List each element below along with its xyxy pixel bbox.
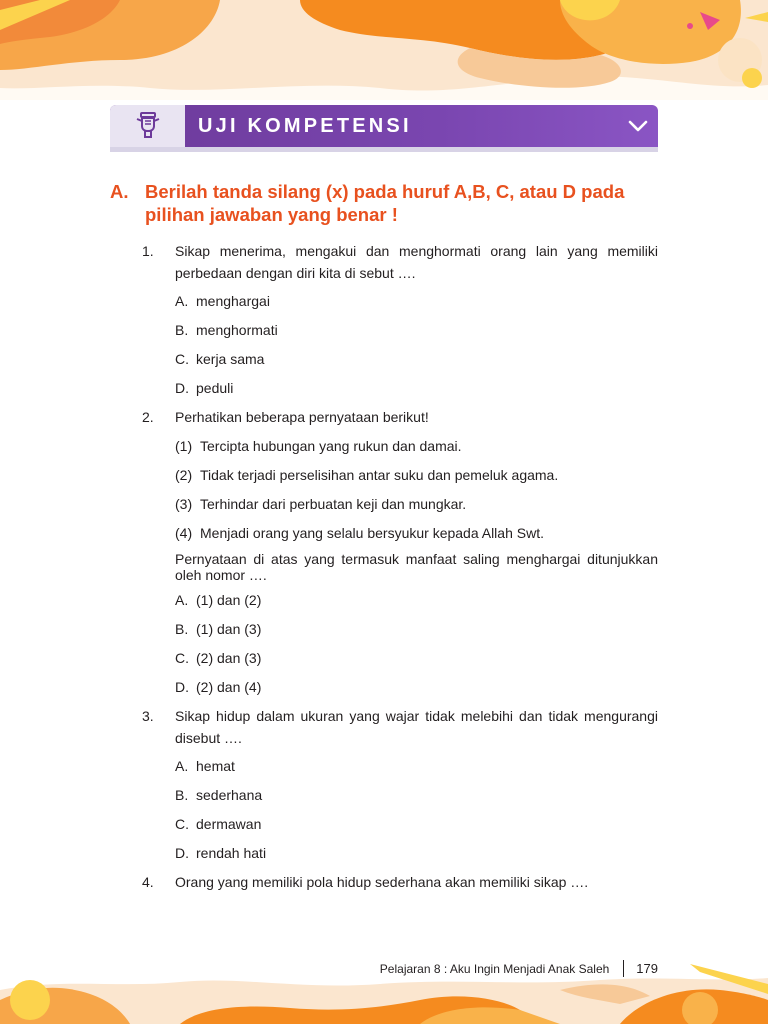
- question-text: Sikap menerima, mengakui dan menghormati orang lain yang memiliki perbedaan dengan diri kita di sebut ….: [175, 243, 658, 281]
- question-1: [142, 240, 658, 284]
- option-text: sederhana: [196, 787, 263, 803]
- answer-option[interactable]: [175, 319, 658, 348]
- answer-option[interactable]: [175, 842, 658, 871]
- option-letter: A.: [175, 293, 189, 309]
- statement-number: (3): [175, 496, 193, 512]
- question-followup: Pernyataan di atas yang termasuk manfaat saling menghargai ditunjukkan oleh nomor ….: [175, 551, 658, 583]
- statement-item: [175, 464, 658, 493]
- option-text: (2) dan (3): [196, 650, 262, 666]
- option-letter: D.: [175, 679, 189, 695]
- answer-option[interactable]: [175, 589, 658, 618]
- question-2: [142, 406, 658, 435]
- section-banner: [110, 105, 658, 147]
- question-number: 3.: [142, 708, 154, 724]
- hand-pencil-icon: [133, 109, 163, 144]
- option-letter: A.: [175, 758, 189, 774]
- option-letter: C.: [175, 650, 189, 666]
- option-text: (1) dan (3): [196, 621, 262, 637]
- statement-number: (2): [175, 467, 193, 483]
- chevron-down-icon[interactable]: [618, 105, 658, 147]
- option-letter: B.: [175, 621, 189, 637]
- section-letter: A.: [110, 181, 129, 202]
- question-text: Sikap hidup dalam ukuran yang wajar tidak melebihi dan tidak mengurangi disebut ….: [175, 708, 658, 746]
- option-text: peduli: [196, 380, 234, 396]
- option-letter: A.: [175, 592, 189, 608]
- section-instruction: [110, 180, 658, 226]
- question-4: [142, 871, 658, 893]
- statement-text: Tercipta hubungan yang rukun dan damai.: [200, 438, 462, 454]
- option-letter: B.: [175, 787, 189, 803]
- statement-item: [175, 522, 658, 551]
- statement-text: Tidak terjadi perselisihan antar suku dan pemeluk agama.: [200, 467, 559, 483]
- page-number: 179: [636, 961, 658, 976]
- option-letter: C.: [175, 816, 189, 832]
- answer-option[interactable]: [175, 676, 658, 705]
- question-number: 4.: [142, 874, 154, 890]
- footer-divider: [623, 960, 624, 977]
- statement-number: (4): [175, 525, 193, 541]
- option-text: menghormati: [196, 322, 278, 338]
- section-instruction-text: Berilah tanda silang (x) pada huruf A,B, C, atau D pada pilihan jawaban yang benar !: [145, 181, 625, 225]
- answer-option[interactable]: [175, 784, 658, 813]
- option-text: (1) dan (2): [196, 592, 262, 608]
- statement-number: (1): [175, 438, 193, 454]
- option-text: (2) dan (4): [196, 679, 262, 695]
- statement-text: Menjadi orang yang selalu bersyukur kepada Allah Swt.: [200, 525, 544, 541]
- statement-item: [175, 493, 658, 522]
- option-text: menghargai: [196, 293, 270, 309]
- question-number: 2.: [142, 409, 154, 425]
- option-letter: D.: [175, 845, 189, 861]
- answer-option[interactable]: [175, 290, 658, 319]
- option-letter: C.: [175, 351, 189, 367]
- answer-option[interactable]: [175, 348, 658, 377]
- question-3: [142, 705, 658, 749]
- answer-option[interactable]: [175, 377, 658, 406]
- question-number: 1.: [142, 243, 154, 259]
- option-letter: B.: [175, 322, 189, 338]
- statement-text: Terhindar dari perbuatan keji dan mungkar.: [200, 496, 467, 512]
- page-footer: [380, 960, 658, 977]
- banner-title: UJI KOMPETENSI: [198, 114, 412, 137]
- question-text: Orang yang memiliki pola hidup sederhana akan memiliki sikap ….: [175, 874, 589, 890]
- option-text: dermawan: [196, 816, 262, 832]
- banner-underline: [110, 147, 658, 152]
- chapter-title: Pelajaran 8 : Aku Ingin Menjadi Anak Saleh: [379, 961, 610, 976]
- top-decoration: [0, 0, 768, 100]
- question-text: Perhatikan beberapa pernyataan berikut!: [175, 409, 429, 425]
- banner-icon-box: [110, 105, 185, 147]
- option-letter: D.: [175, 380, 189, 396]
- option-text: hemat: [196, 758, 235, 774]
- question-list: [142, 240, 658, 893]
- answer-option[interactable]: [175, 647, 658, 676]
- answer-option[interactable]: [175, 813, 658, 842]
- option-text: rendah hati: [196, 845, 267, 861]
- option-text: kerja sama: [196, 351, 265, 367]
- statement-item: [175, 435, 658, 464]
- answer-option[interactable]: [175, 755, 658, 784]
- answer-option[interactable]: [175, 618, 658, 647]
